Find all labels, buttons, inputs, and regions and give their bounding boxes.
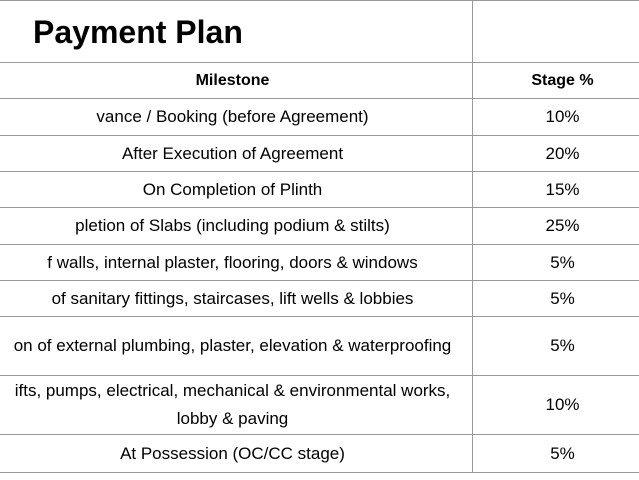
stage-header: Stage % <box>473 63 639 99</box>
stage-cell: 15% <box>473 172 639 208</box>
stage-cell: 20% <box>473 136 639 172</box>
milestone-cell: pletion of Slabs (including podium & stilts) <box>0 208 473 245</box>
table-row <box>0 136 639 172</box>
stage-cell: 5% <box>473 317 639 376</box>
table-row <box>0 281 639 317</box>
title-row <box>0 1 639 63</box>
stage-cell: 5% <box>473 435 639 473</box>
milestone-cell: At Possession (OC/CC stage) <box>0 435 473 473</box>
milestone-cell: of sanitary fittings, staircases, lift wells & lobbies <box>0 281 473 317</box>
milestone-cell: On Completion of Plinth <box>0 172 473 208</box>
stage-cell: 10% <box>473 376 639 435</box>
milestone-cell: f walls, internal plaster, flooring, doors & windows <box>0 245 473 281</box>
header-row <box>0 63 639 99</box>
stage-cell: 10% <box>473 99 639 136</box>
stage-cell: 5% <box>473 281 639 317</box>
table-row <box>0 245 639 281</box>
milestone-cell: After Execution of Agreement <box>0 136 473 172</box>
stage-cell: 25% <box>473 208 639 245</box>
milestone-cell: vance / Booking (before Agreement) <box>0 99 473 136</box>
milestone-header: Milestone <box>0 63 473 99</box>
table-row <box>0 435 639 473</box>
table-row <box>0 317 639 376</box>
table-row <box>0 99 639 136</box>
stage-cell: 5% <box>473 245 639 281</box>
table-row <box>0 172 639 208</box>
table-row <box>0 208 639 245</box>
page-title: Payment Plan <box>0 1 473 63</box>
title-blank-cell <box>473 1 639 63</box>
milestone-cell: on of external plumbing, plaster, elevation & waterproofing <box>0 317 473 376</box>
milestone-cell: ifts, pumps, electrical, mechanical & environmental works, lobby & paving <box>0 376 473 435</box>
table-row <box>0 376 639 435</box>
